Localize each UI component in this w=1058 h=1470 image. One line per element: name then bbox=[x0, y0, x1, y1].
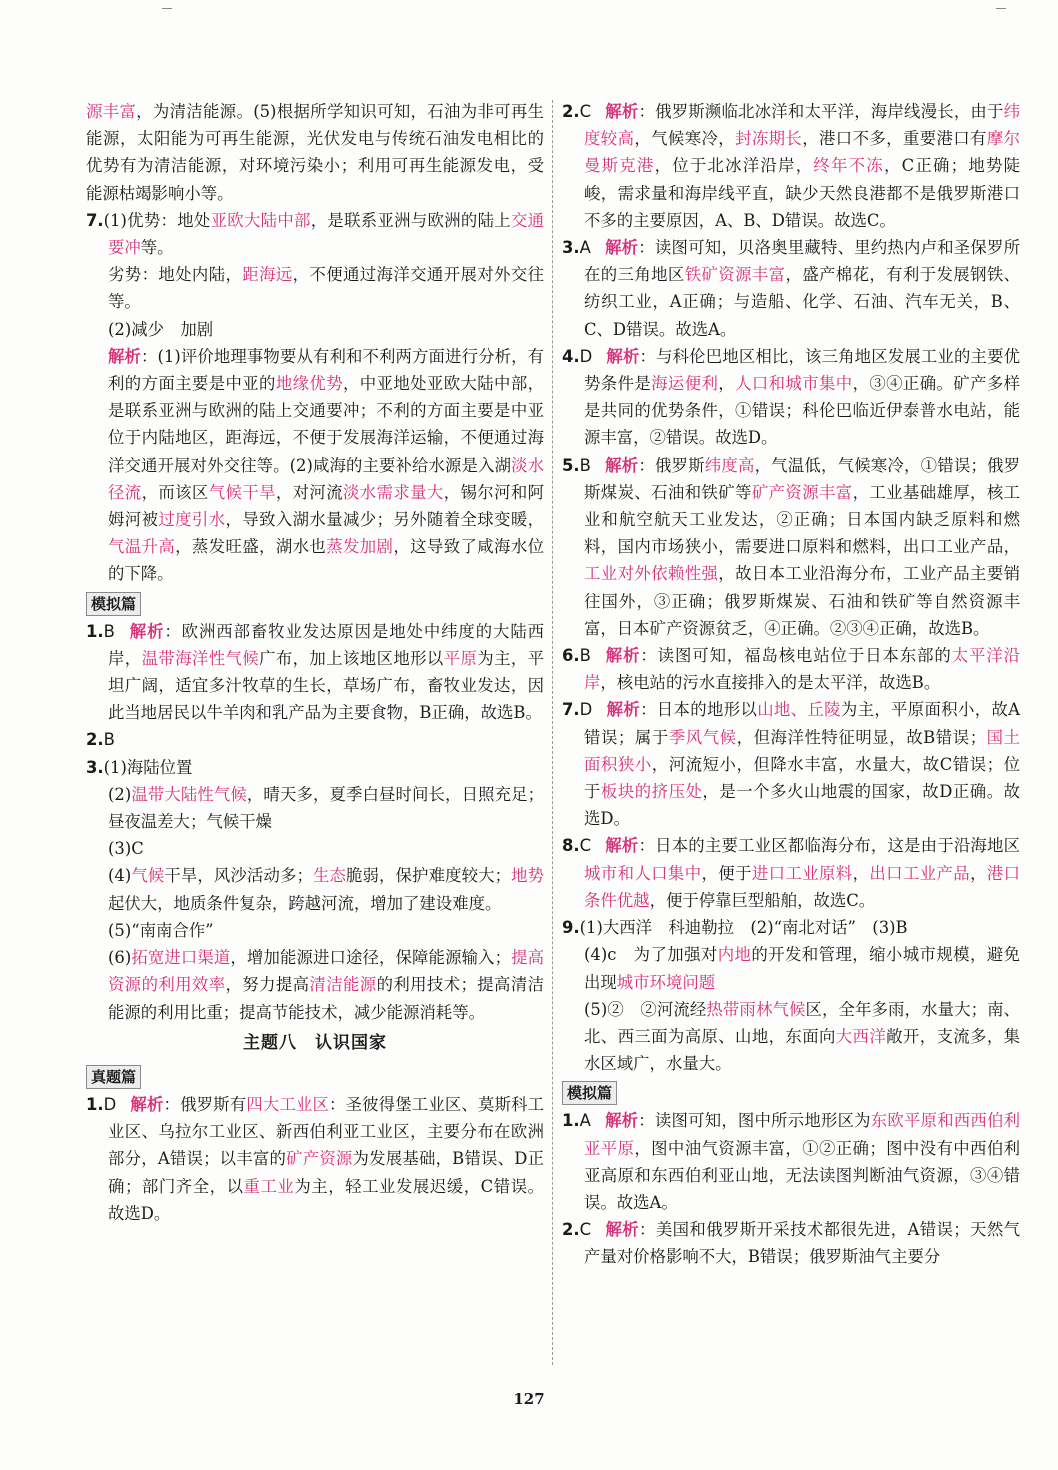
right-column bbox=[562, 98, 1020, 1271]
column-divider bbox=[552, 100, 553, 1365]
section-tag-simulation: 模拟篇 bbox=[86, 592, 141, 616]
real-question-7: 7.D 解析：日本的地形以山地、丘陵为主，平原面积小，故A错误；属于季风气候，但海洋性特征明显，故B错误；国土面积狭小，河流短小，但降水丰富，水量大，故C错误；位于板块的挤压处，是一个多火山地震的国家，故D正确。故选D。 bbox=[562, 700, 1021, 829]
sim2-question-1: 1.A 解析：读图可知，图中所示地形区为东欧平原和西西伯利亚平原，图中油气资源丰富，①②正确；图中没有中西伯利亚高原和东西伯利亚山地，无法读图判断油气资源，③④错误。故选A。 bbox=[562, 1111, 1021, 1212]
real-question-1: 1.D 解析：俄罗斯有四大工业区：圣彼得堡工业区、莫斯科工业区、乌拉尔工业区、新西伯利亚工业区，主要分布在欧洲部分，A错误；以丰富的矿产资源为发展基础，B错误、D正确；部门齐全，以重工业为主，轻工业发展迟缓，C错误。故选D。 bbox=[86, 1094, 545, 1223]
section-tag-simulation-2: 模拟篇 bbox=[562, 1081, 617, 1105]
crop-mark bbox=[996, 8, 1006, 9]
crop-mark bbox=[162, 8, 172, 9]
sim2-question-2: 2.C 解析：美国和俄罗斯开采技术都很先进，A错误；天然气产量对价格影响不大，B错误；俄罗斯油气主要分 bbox=[562, 1220, 1021, 1267]
sim-question-2: 2.B bbox=[86, 730, 115, 750]
page-number: 127 bbox=[513, 1390, 545, 1408]
real-question-6: 6.B 解析：读图可知，福岛核电站位于日本东部的太平洋沿岸，核电站的污水直接排入的是太平洋，故选B。 bbox=[562, 646, 1021, 693]
section-tag-real-exam: 真题篇 bbox=[86, 1065, 141, 1089]
real-question-9: 9.(1)大西洋 科迪勒拉 (2)“南北对话” (3)B (4)c 为了加强对内地的开发和管理，缩小城市规模，避免出现城市环境问题 (5)② ②河流经热带雨林气候区，全年多雨，水量大；南、北、西三面为高原、山地，东面向大西洋敞开，支流多，集水区域广，水量大。 bbox=[562, 918, 1021, 1074]
real-question-4: 4.D 解析：与科伦巴地区相比，该三角地区发展工业的主要优势条件是海运便利，人口和城市集中，③④正确。矿产多样是共同的优势条件，①错误；科伦巴临近伊泰普水电站，能源丰富，②错误。故选D。 bbox=[562, 346, 1021, 448]
q6-continued: 源丰富，为清洁能源。(5)根据所学知识可知，石油为非可再生能源，太阳能为可再生能源，光伏发电与传统石油发电相比的优势有为清洁能源，对环境污染小；利用可再生能源发电，受能源枯竭影响小等。 bbox=[86, 102, 545, 203]
real-question-5: 5.B 解析：俄罗斯纬度高，气温低，气候寒冷，①错误；俄罗斯煤炭、石油和铁矿等矿产资源丰富，工业基础雄厚，核工业和航空航天工业发达，②正确；日本国内缺乏原料和燃料，国内市场狭小，需要进口原料和燃料，出口工业产品，工业对外依赖性强，故日本工业沿海分布，工业产品主要销往国外，③正确；俄罗斯煤炭、石油和铁矿等自然资源丰富，日本矿产资源贫乏，④正确。②③④正确，故选B。 bbox=[562, 455, 1021, 638]
sim-question-3: 3.(1)海陆位置 (2)温带大陆性气候，晴天多，夏季白昼时间长，日照充足；昼夜温差大；气候干燥 (3)C (4)气候干旱，风沙活动多；生态脆弱，保护难度较大；地势起伏大，地质条件复杂，跨越河流，增加了建设难度。 (5)“南南合作” (6)拓宽进口渠道，增加能源进口途径，保障能源输入；提高资源的利用效率，努力提高清洁能源的利用技术；提高清洁能源的利用比重；提高节能技术，减少能源消耗等。 bbox=[86, 757, 545, 1022]
real-question-3: 3.A 解析：读图可知，贝洛奥里藏特、里约热内卢和圣保罗所在的三角地区铁矿资源丰富，盛产棉花，有利于发展钢铁、纺织工业，A正确；与造船、化学、石油、汽车无关，B、C、D错误。故选A。 bbox=[562, 238, 1021, 339]
real-question-2: 2.C 解析：俄罗斯濒临北冰洋和太平洋，海岸线漫长，由于纬度较高，气候寒冷，封冻期长，港口不多，重要港口有摩尔曼斯克港，位于北冰洋沿岸，终年不冻，C正确；地势陡峻，需求量和海岸线平直，缺少天然良港都不是俄罗斯港口不多的主要原因，A、B、D错误。故选C。 bbox=[562, 102, 1021, 230]
left-column bbox=[86, 98, 544, 1227]
question-7: 7.(1)优势：地处亚欧大陆中部，是联系亚洲与欧洲的陆上交通要冲等。 劣势：地处内陆，距海远，不便通过海洋交通开展对外交往等。 (2)减少 加剧 解析：(1)评价地理事物要从有利和不利两方面进行分析，有利的方面主要是中亚的地缘优势，中亚地处亚欧大陆中部，是联系亚洲与欧洲的陆上交通要冲；不利的方面主要是中亚位于内陆地区，距海远，不便于发展海洋运输，不便通过海洋交通开展对外交往等。(2)咸海的主要补给水源是入湖淡水径流，而该区气候干旱，对河流淡水需求量大，锡尔河和阿姆河被过度引水，导致入湖水量减少；另外随着全球变暖，气温升高，蒸发旺盛，湖水也蒸发加剧，这导致了咸海水位的下降。 bbox=[86, 207, 544, 588]
topic-heading: 主题八 认识国家 bbox=[243, 1032, 387, 1053]
real-question-8: 8.C 解析：日本的主要工业区都临海分布，这是由于沿海地区城市和人口集中，便于进口工业原料，出口工业产品，港口条件优越，便于停靠巨型船舶，故选C。 bbox=[562, 836, 1021, 910]
explanation: 解析：(1)评价地理事物要从有利和不利两方面进行分析，有利的方面主要是中亚的地缘优势，中亚地处亚欧大陆中部，是联系亚洲与欧洲的陆上交通要冲；不利的方面主要是中亚位于内陆地区，距海远，不便于发展海洋运输，不便通过海洋交通开展对外交往等。(2)咸海的主要补给水源是入湖淡水径流，而该区气候干旱，对河流淡水需求量大，锡尔河和阿姆河被过度引水，导致入湖水量减少；另外随着全球变暖，气温升高，蒸发旺盛，湖水也蒸发加剧，这导致了咸海水位的下降。 bbox=[108, 346, 545, 584]
sim-question-1: 1.B 解析：欧洲西部畜牧业发达原因是地处中纬度的大陆西岸，温带海洋性气候广布，加上该地区地形以平原为主，平坦广阔，适宜多汁牧草的生长，草场广布，畜牧业发达，因此当地居民以牛羊肉和乳产品为主要食物，B正确，故选B。 bbox=[86, 621, 545, 723]
